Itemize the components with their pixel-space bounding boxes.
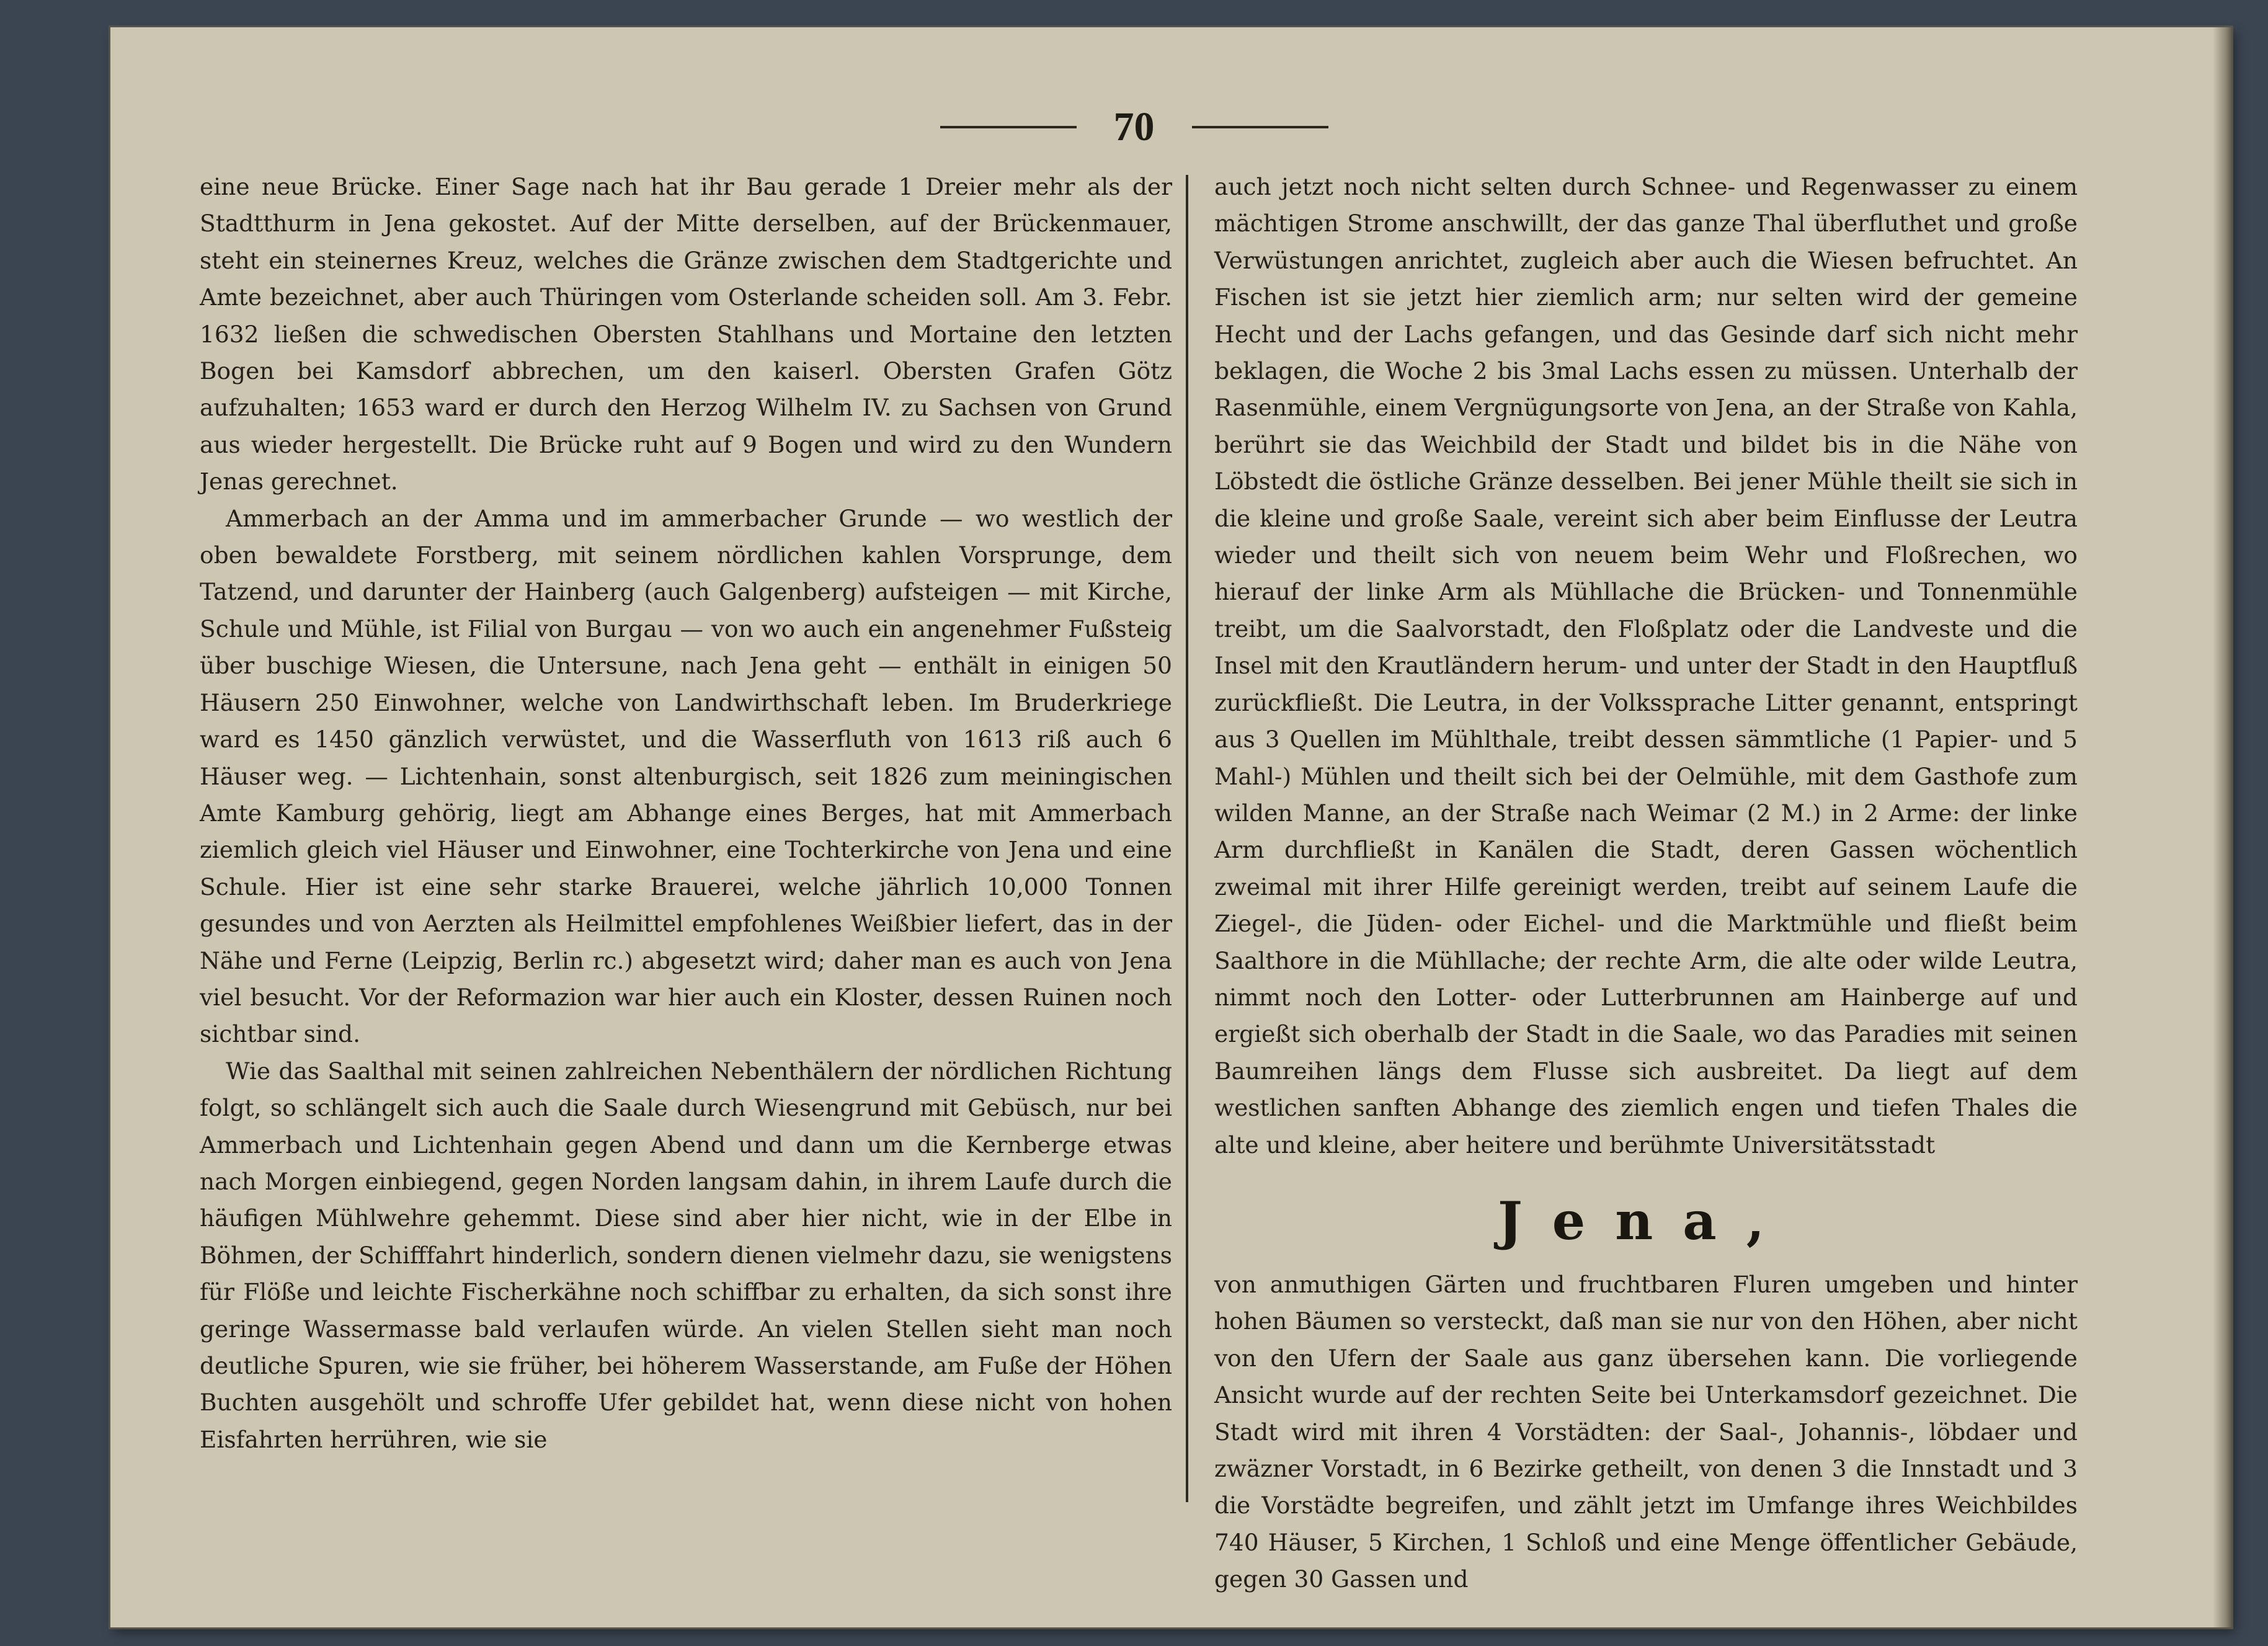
paragraph-saalthal: Wie das Saalthal mit seinen zahlreichen Nebenthälern der nördlichen Richtung folgt, so schlängelt sich auch die Saale durch Wiesengrund mit Gebüsch, nur bei Ammerbach und Lichtenhain gegen Abend und dann um die Kernberge etwas nach Morgen einbiegend, gegen Norden langsam dahin, in ihrem Laufe durch die häufigen Mühlwehre gehemmt. Diese sind aber hier nicht, wie in der Elbe in Böhmen, der Schifffahrt hinderlich, sondern dienen vielmehr dazu, sie wenigstens für Flöße und leichte Fischerkähne noch schiffbar zu erhalten, da sich sonst ihre geringe Wassermasse bald verlaufen würde. An vielen Stellen sieht man noch deutliche Spuren, wie sie früher, bei höherem Wasserstande, am Fuße der Höhen Buchten ausgehölt und schroffe Ufer gebildet hat, wenn diese nicht von hohen Eisfahrten herrühren, wie sie [200, 1057, 1172, 1453]
right-column [1214, 169, 2078, 1598]
left-column [200, 169, 1172, 1458]
paragraph-ammerbach: Ammerbach an der Amma und im ammerbacher Grunde — wo westlich der oben bewaldete Forstberg, mit seinem nördlichen kahlen Vorsprunge, dem Tatzend, und darunter der Hainberg (auch Galgenberg) aufsteigen — mit Kirche, Schule und Mühle, ist Filial von Burgau — von wo auch ein angenehmer Fußsteig über buschige Wiesen, die Untersune, nach Jena geht — enthält in einigen 50 Häusern 250 Einwohner, welche von Landwirthschaft leben. Im Bruderkriege ward es 1450 gänzlich verwüstet, und die Wasserfluth von 1613 riß auch 6 Häuser weg. — Lichtenhain, sonst altenburgisch, seit 1826 zum meiningischen Amte Kamburg gehörig, liegt am Abhange eines Berges, hat mit Ammerbach ziemlich gleich viel Häuser und Einwohner, eine Tochterkirche von Jena und eine Schule. Hier ist eine sehr starke Brauerei, welche jährlich 10,000 Tonnen gesundes und von Aerzten als Heilmittel empfohlenes Weißbier liefert, das in der Nähe und Ferne (Leipzig, Berlin rc.) abgesetzt wird; daher man es auch von Jena viel besucht. Vor der Reformazion war hier auch ein Kloster, dessen Ruinen noch sichtbar sind. [200, 504, 1172, 1048]
paragraph-saale-river: auch jetzt noch nicht selten durch Schnee- und Regenwasser zu einem mächtigen Strome anschwillt, der das ganze Thal überfluthet und große Verwüstungen anrichtet, zugleich aber auch die Wiesen befruchtet. An Fischen ist sie jetzt hier ziemlich arm; nur selten wird der gemeine Hecht und der Lachs gefangen, und das Gesinde darf sich nicht mehr beklagen, die Woche 2 bis 3mal Lachs essen zu müssen. Unterhalb der Rasenmühle, einem Vergnügungsorte von Jena, an der Straße von Kahla, berührt sie das Weichbild der Stadt und bildet bis in die Nähe von Löbstedt die östliche Gränze desselben. Bei jener Mühle theilt sie sich in die kleine und große Saale, vereint sich aber beim Einflusse der Leutra wieder und theilt sich von neuem beim Wehr und Floßrechen, wo hierauf der linke Arm als Mühllache die Brücken- und Tonnenmühle treibt, um die Saalvorstadt, den Floßplatz oder die Landveste und die Insel mit den Krautländern herum- und unter der Stadt in den Hauptfluß zurückfließt. Die Leutra, in der Volkssprache Litter genannt, entspringt aus 3 Quellen im Mühlthale, treibt dessen sämmtliche (1 Papier- und 5 Mahl-) Mühlen und theilt sich bei der Oelmühle, mit dem Gasthofe zum wilden Manne, an der Straße nach Weimar (2 M.) in 2 Arme: der linke Arm durchfließt in Kanälen die Stadt, deren Gassen wöchentlich zweimal mit ihrer Hilfe gereinigt werden, treibt auf seinem Laufe die Ziegel-, die Jüden- oder Eichel- und die Marktmühle und fließt beim Saalthore in die Mühllache; der rechte Arm, die alte oder wilde Leutra, nimmt noch den Lotter- oder Lutterbrunnen am Hainberge auf und ergießt sich oberhalb der Stadt in die Saale, wo das Paradies mit seinen Baumreihen längs dem Flusse sich ausbreitet. Da liegt auf dem westlichen sanften Abhange des ziemlich engen und tiefen Thales die alte und kleine, aber heitere und berühmte Universitätsstadt [1214, 173, 2078, 1159]
header-rule-left [940, 126, 1077, 128]
page-header [0, 99, 2268, 155]
header-rule-right [1192, 126, 1328, 128]
paragraph-jena-city: von anmuthigen Gärten und fruchtbaren Fluren umgeben und hinter hohen Bäumen so versteckt, daß man sie nur von den Höhen, aber nicht von den Ufern der Saale aus ganz übersehen kann. Die vorliegende Ansicht wurde auf der rechten Seite bei Unterkamsdorf gezeichnet. Die Stadt wird mit ihren 4 Vorstädten: der Saal-, Johannis-, löbdaer und zwäzner Vorstadt, in 6 Bezirke getheilt, von denen 3 die Innstadt und 3 die Vorstädte begreifen, und zählt jetzt im Umfange ihres Weichbildes 740 Häuser, 5 Kirchen, 1 Schloß und eine Menge öffentlicher Gebäude, gegen 30 Gassen und [1214, 1270, 2078, 1593]
paragraph-bridge: eine neue Brücke. Einer Sage nach hat ihr Bau gerade 1 Dreier mehr als der Stadtthurm in Jena gekostet. Auf der Mitte derselben, auf der Brückenmauer, steht ein steinernes Kreuz, welches die Gränze zwischen dem Stadtgerichte und Amte bezeichnet, aber auch Thüringen vom Osterlande scheiden soll. Am 3. Febr. 1632 ließen die schwedischen Obersten Stahlhans und Mortaine den letzten Bogen bei Kamsdorf abbrechen, um den kaiserl. Obersten Grafen Götz aufzuhalten; 1653 ward er durch den Herzog Wilhelm IV. zu Sachsen von Grund aus wieder hergestellt. Die Brücke ruht auf 9 Bogen und wird zu den Wundern Jenas gerechnet. [200, 173, 1172, 496]
section-heading-jena: Jena, [1498, 1190, 1794, 1252]
column-divider [1186, 175, 1188, 1502]
page-number: 70 [1113, 104, 1155, 149]
book-spine [2213, 27, 2231, 1627]
